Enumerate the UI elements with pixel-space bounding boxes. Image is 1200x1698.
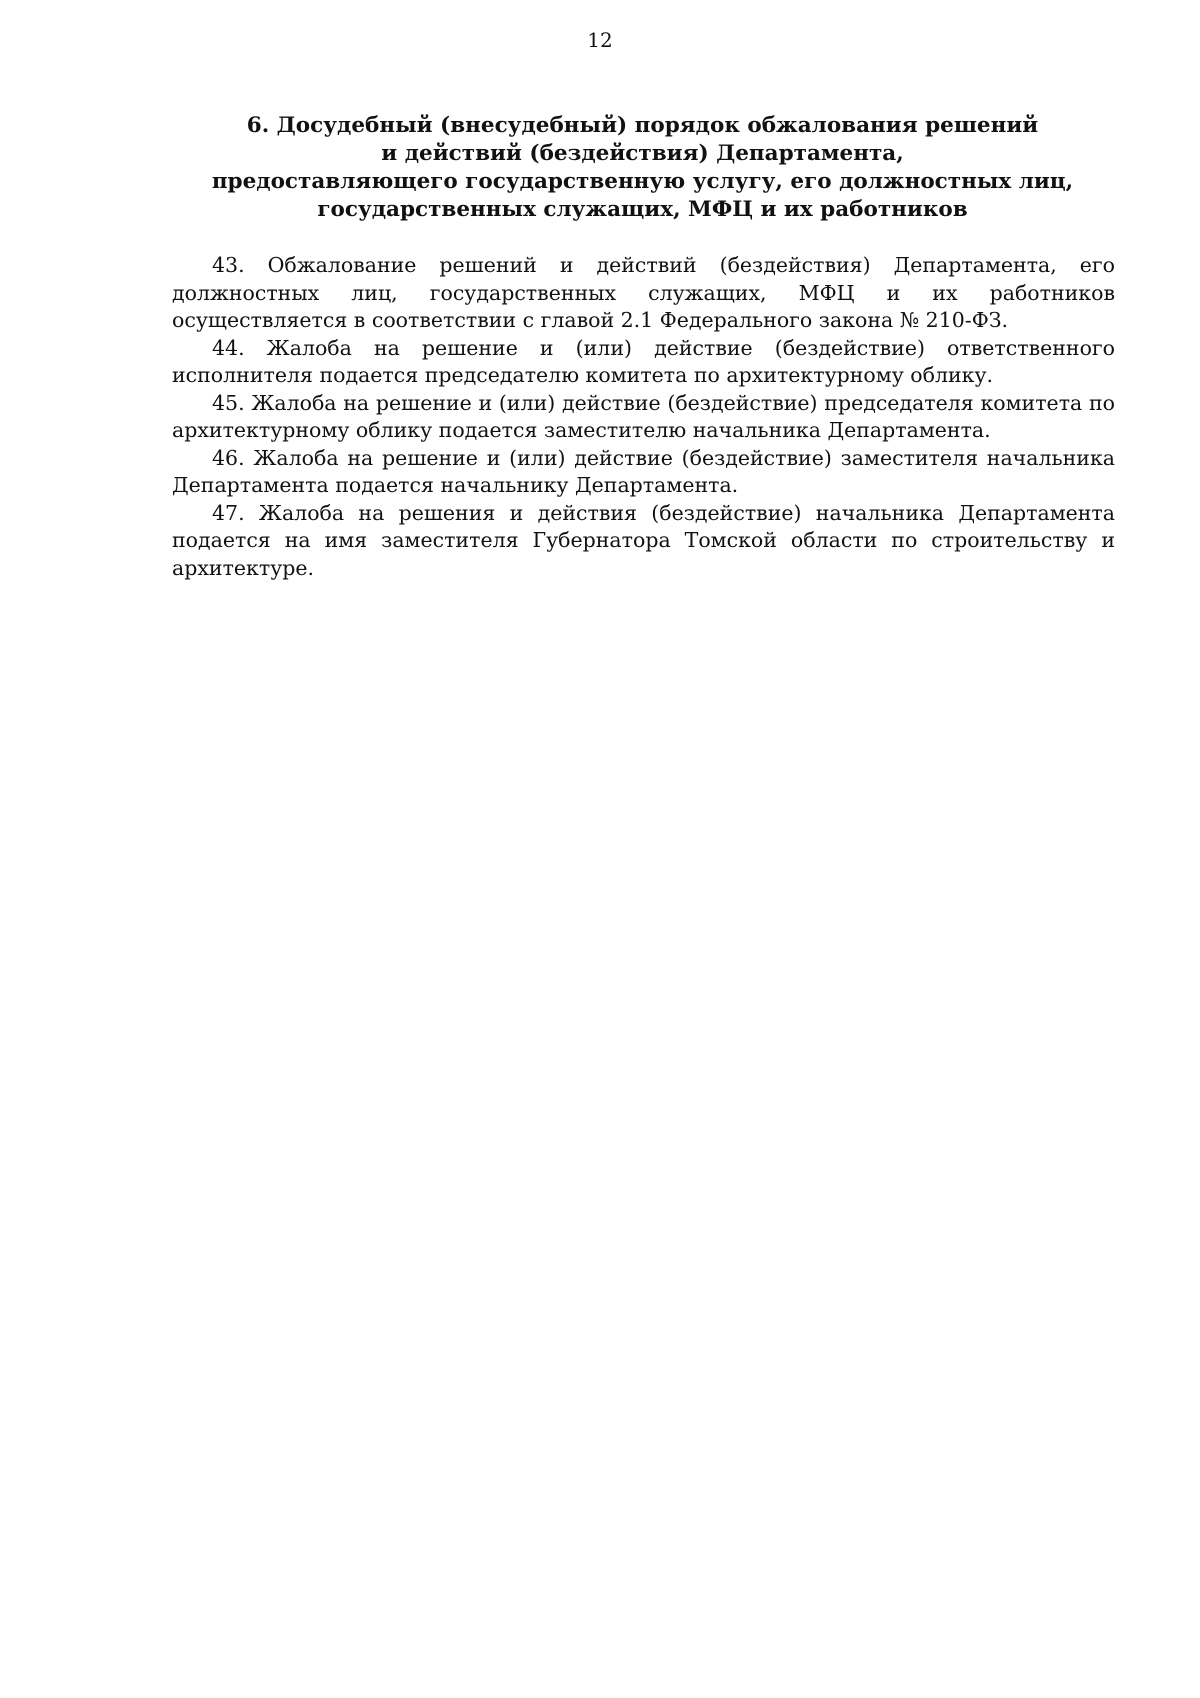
paragraph-43: 43. Обжалование решений и действий (бездействия) Департамента, его должностных лиц, государственных служащих, МФЦ и их работников осуществляется в соответствии с главой 2.1 Федерального закона № 210-ФЗ.	[172, 253, 1115, 332]
page-number: 12	[587, 28, 613, 52]
paragraph-45: 45. Жалоба на решение и (или) действие (бездействие) председателя комитета по архитектурному облику подается заместителю начальника Департамента.	[172, 390, 1115, 442]
paragraph-44: 44. Жалоба на решение и (или) действие (бездействие) ответственного исполнителя подается председателю комитета по архитектурному облику.	[172, 335, 1115, 387]
section-body	[172, 252, 1115, 582]
section-heading	[170, 112, 1115, 224]
heading-line: 6. Досудебный (внесудебный) порядок обжалования решений	[246, 113, 1039, 138]
paragraph-47: 47. Жалоба на решения и действия (бездействие) начальника Департамента подается на имя заместителя Губернатора Томской области по строительству и архитектуре.	[172, 500, 1115, 580]
paragraph-46: 46. Жалоба на решение и (или) действие (бездействие) заместителя начальника Департамента подается начальнику Департамента.	[172, 445, 1115, 497]
heading-line: предоставляющего государственную услугу, его должностных лиц,	[211, 169, 1074, 194]
heading-line: и действий (бездействия) Департамента,	[381, 141, 904, 166]
heading-line: государственных служащих, МФЦ и их работников	[317, 197, 968, 222]
